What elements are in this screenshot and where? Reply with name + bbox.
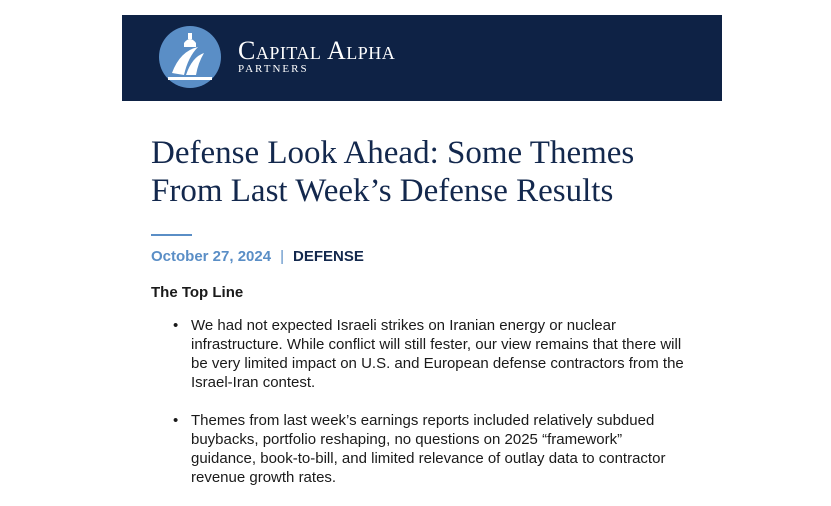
bullet-icon: •: [173, 317, 179, 334]
title-divider: [151, 234, 192, 236]
list-item-text: We had not expected Israeli strikes on Iranian energy or nuclear infrastructure. While conflict will still fester, our view remains that there will be very limited impact on U.S. and European defense contractors from the Israel-Iran contest.: [191, 317, 684, 391]
brand-wordmark: [238, 37, 395, 75]
brand-subtitle: PARTNERS: [238, 63, 309, 75]
article-category: DEFENSE: [292, 248, 364, 265]
top-line-list: [171, 316, 691, 506]
article-date: October 27, 2024: [151, 248, 272, 265]
masthead-banner: [122, 15, 722, 101]
meta-separator: |: [280, 248, 284, 265]
section-heading: The Top Line: [151, 284, 244, 301]
brand-name: Capital Alpha: [238, 36, 396, 65]
capitol-dome-logo-icon: [158, 25, 222, 89]
bullet-icon: •: [173, 412, 179, 429]
article-title: Defense Look Ahead: Some Themes From Last Week’s Defense Results: [151, 135, 635, 209]
list-item: [171, 316, 691, 392]
article-meta: [151, 247, 364, 267]
list-item-text: Themes from last week’s earnings reports included relatively subdued buybacks, portfolio reshaping, no questions on 2025 “framework” guidance, book-to-bill, and limited relevance of outlay data to contractor revenue growth rates.: [191, 412, 666, 486]
list-item: [171, 411, 691, 487]
